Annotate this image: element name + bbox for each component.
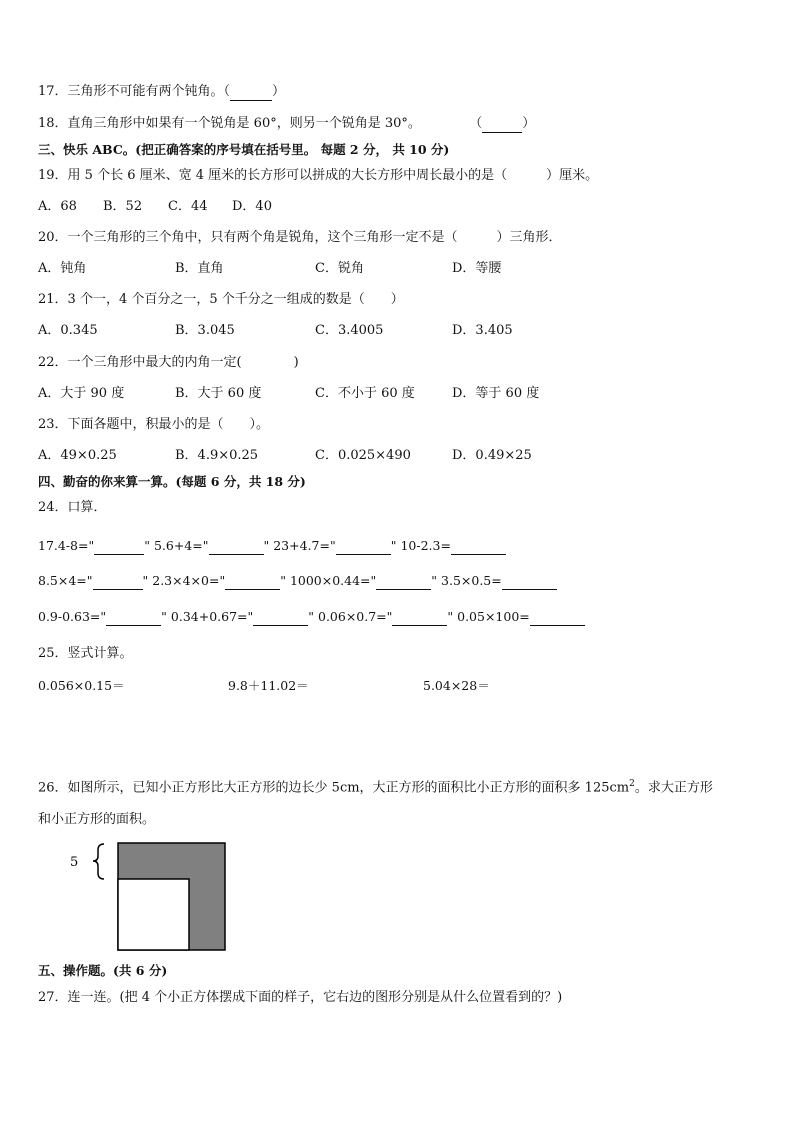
mental-math-row-3: 0.9-0.63=" " 0.34+0.67=" " 0.06×0.7=" " 0.05×100=	[38, 608, 585, 626]
option-d[interactable]: D．3.405	[452, 323, 513, 338]
option-d[interactable]: D．40	[232, 199, 272, 214]
answer-blank[interactable]	[253, 611, 308, 626]
section-5-title: 五、操作题。(共 6 分)	[38, 963, 168, 978]
option-c[interactable]: C．3.4005	[315, 323, 384, 338]
question-26-line-2: 和小正方形的面积。	[38, 812, 156, 827]
option-a[interactable]: A．钝角	[38, 261, 87, 276]
question-18-text: 18．直角三角形中如果有一个锐角是 60°，则另一个锐角是 30°。	[38, 116, 421, 131]
option-c[interactable]: C．0.025×490	[315, 448, 411, 463]
answer-blank[interactable]	[392, 611, 447, 626]
option-c[interactable]: C．锐角	[315, 261, 364, 276]
question-26-line-1: 26．如图所示，已知小正方形比大正方形的边长少 5cm，大正方形的面积比小正方形的面积多 $125cm^2$。求大正方形	[38, 779, 713, 796]
question-23-text: 23．下面各题中，积最小的是（ ）。	[38, 417, 270, 432]
answer-blank[interactable]	[94, 540, 144, 555]
option-c[interactable]: C．44	[168, 199, 208, 214]
answer-blank[interactable]	[230, 86, 272, 101]
small-square	[118, 879, 189, 950]
question-27-text: 27．连一连。(把 4 个小正方体摆成下面的样子，它右边的图形分别是从什么位置看到的？)	[38, 990, 563, 1005]
answer-blank[interactable]	[209, 540, 264, 555]
option-a[interactable]: A．0.345	[38, 323, 98, 338]
answer-blank[interactable]	[93, 575, 143, 590]
question-17-text: 17．三角形不可能有两个钝角。（	[38, 84, 231, 99]
question-24-title: 24．口算．	[38, 500, 107, 515]
question-25-title: 25．竖式计算。	[38, 646, 133, 661]
option-a[interactable]: A．68	[38, 199, 77, 214]
option-b[interactable]: B．3.045	[175, 323, 235, 338]
answer-blank[interactable]	[530, 611, 585, 626]
answer-blank[interactable]	[502, 575, 557, 590]
option-a[interactable]: A．49×0.25	[38, 448, 117, 463]
answer-blank[interactable]	[225, 575, 280, 590]
option-c[interactable]: C．不小于 60 度	[315, 386, 415, 401]
question-19-text: 19．用 5 个长 6 厘米、宽 4 厘米的长方形可以拼成的大长方形中周长最小的是（ ）厘米。	[38, 168, 599, 183]
option-b[interactable]: B．4.9×0.25	[175, 448, 259, 463]
option-d[interactable]: D．等腰	[452, 261, 502, 276]
dimension-label: 5	[70, 855, 79, 870]
question-21-text: 21．3 个一，4 个百分之一，5 个千分之一组成的数是（ ）	[38, 292, 404, 307]
option-b[interactable]: B．直角	[175, 261, 224, 276]
vertical-calc-1: 0.056×0.15＝	[38, 678, 125, 693]
squares-figure	[60, 838, 240, 953]
brace-icon	[93, 844, 104, 879]
vertical-calc-3: 5.04×28＝	[423, 678, 490, 693]
answer-blank[interactable]	[451, 540, 506, 555]
section-3-title: 三、快乐 ABC。(把正确答案的序号填在括号里。 每题 2 分， 共 10 分)	[38, 142, 450, 157]
mental-math-row-1: 17.4-8=" " 5.6+4=" " 23+4.7=" " 10-2.3=	[38, 537, 506, 555]
option-d[interactable]: D．等于 60 度	[452, 386, 540, 401]
answer-blank[interactable]	[376, 575, 431, 590]
mental-math-row-2: 8.5×4=" " 2.3×4×0=" " 1000×0.44=" " 3.5×0.5=	[38, 572, 557, 590]
option-a[interactable]: A．大于 90 度	[38, 386, 125, 401]
question-18: 18．直角三角形中如果有一个锐角是 60°，则另一个锐角是 30°。 （ ）	[38, 116, 536, 131]
question-17: 17．三角形不可能有两个钝角。（ ）	[38, 84, 286, 99]
vertical-calc-2: 9.8＋11.02＝	[228, 678, 309, 693]
question-22-text: 22．一个三角形中最大的内角一定( )	[38, 355, 299, 370]
question-20-text: 20．一个三角形的三个角中，只有两个角是锐角，这个三角形一定不是（ ）三角形．	[38, 230, 562, 245]
option-b[interactable]: B．大于 60 度	[175, 386, 262, 401]
option-d[interactable]: D．0.49×25	[452, 448, 532, 463]
answer-blank[interactable]	[482, 118, 522, 133]
section-4-title: 四、勤奋的你来算一算。(每题 6 分，共 18 分)	[38, 474, 306, 489]
answer-blank[interactable]	[106, 611, 161, 626]
answer-blank[interactable]	[336, 540, 391, 555]
option-b[interactable]: B．52	[103, 199, 143, 214]
